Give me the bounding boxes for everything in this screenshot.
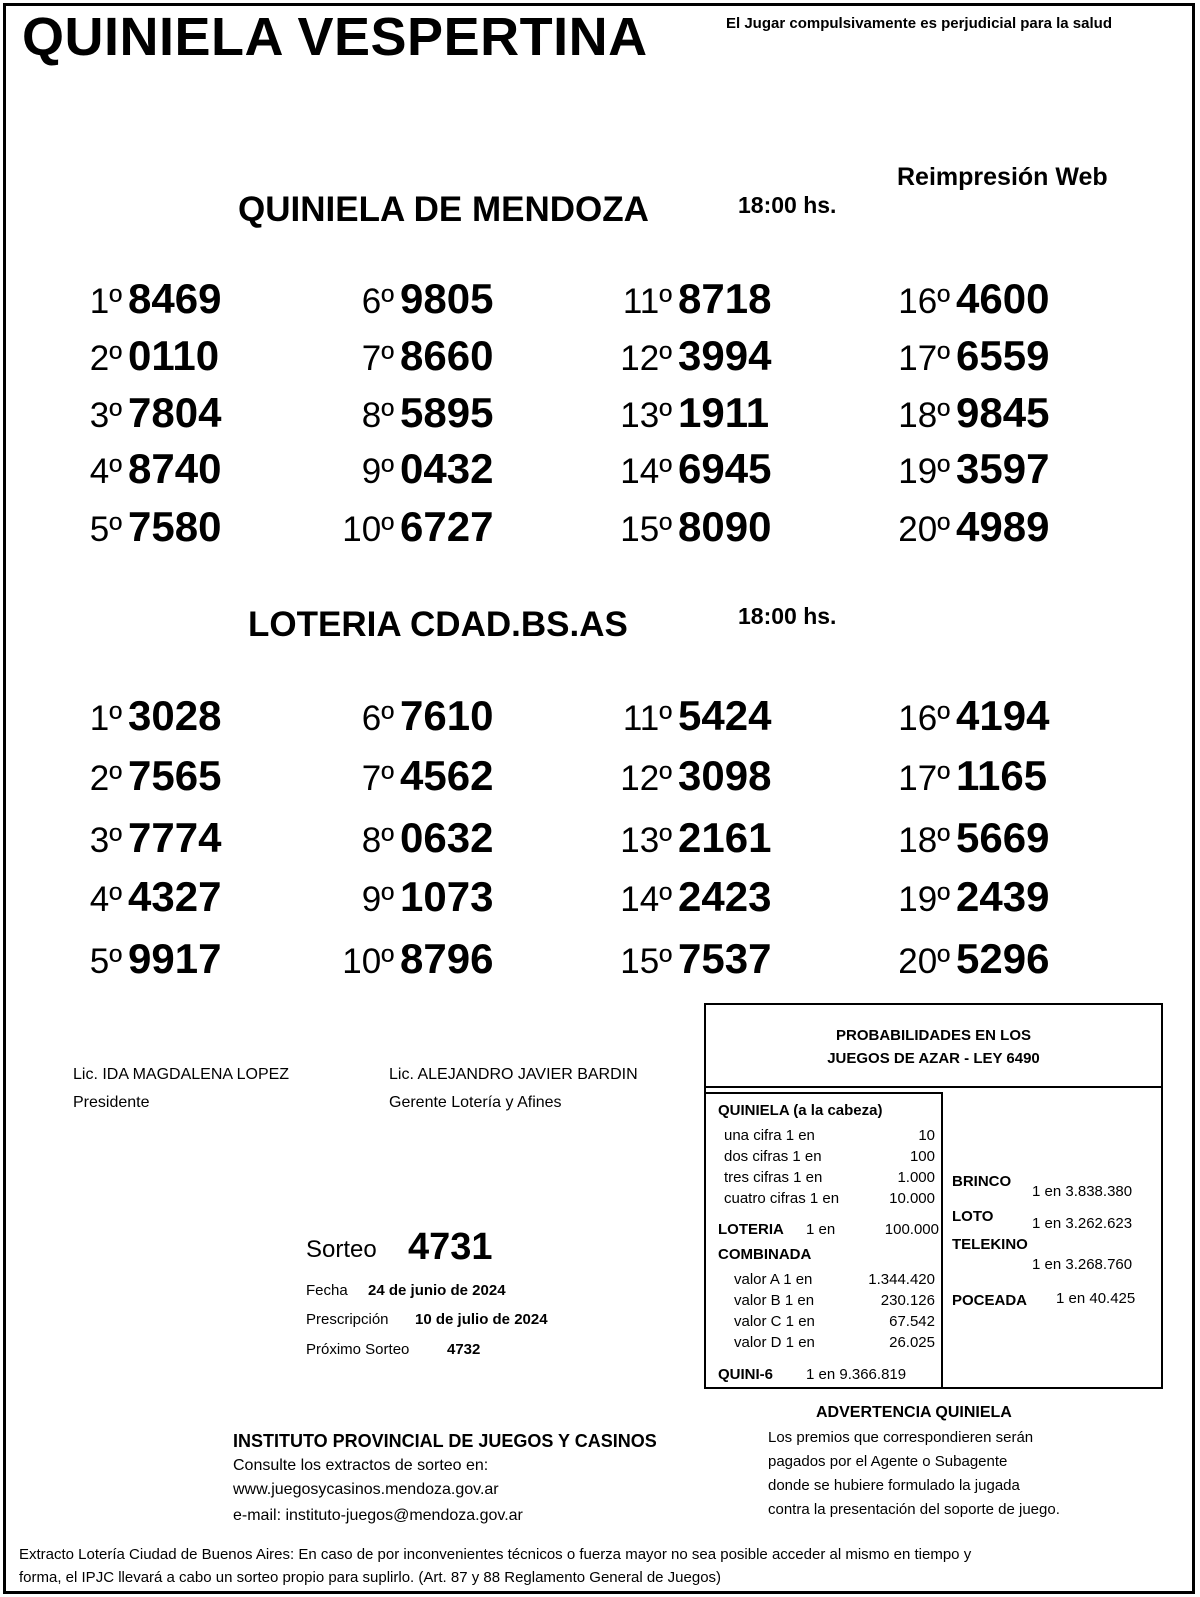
position-ordinal: 19º (898, 452, 950, 491)
loteria-result-9 (332, 873, 493, 921)
combinada-row-value: 230.126 (880, 1292, 935, 1309)
position-ordinal: 11º (622, 282, 672, 321)
president-role: Presidente (73, 1094, 150, 1111)
mendoza-result-3 (60, 389, 221, 437)
quini6-value: 1 en 9.366.819 (806, 1366, 907, 1383)
position-ordinal: 11º (622, 699, 672, 738)
loteria-result-5 (60, 935, 221, 983)
drawn-number: 9917 (128, 935, 222, 982)
loteria-prob-label: LOTERIA (718, 1221, 784, 1238)
position-ordinal: 17º (898, 759, 950, 798)
position-ordinal: 14º (620, 880, 672, 919)
drawn-number: 7580 (128, 503, 222, 550)
drawn-number: 0632 (400, 814, 494, 861)
combinada-row-label: valor B 1 en (734, 1292, 815, 1309)
mendoza-result-16 (888, 275, 1049, 323)
mendoza-result-4 (60, 445, 221, 493)
drawn-number: 7565 (128, 752, 222, 799)
loteria-result-13 (610, 814, 771, 862)
proximo-value: 4732 (447, 1341, 481, 1358)
position-ordinal: 6º (361, 699, 394, 738)
position-ordinal: 3º (89, 821, 122, 860)
position-ordinal: 2º (89, 759, 122, 798)
position-ordinal: 10º (342, 942, 394, 981)
quiniela-prob-heading: QUINIELA (a la cabeza) (718, 1102, 883, 1119)
advertencia-line: Los premios que correspondieren serán (768, 1429, 1034, 1446)
combinada-row-value: 1.344.420 (868, 1271, 935, 1288)
position-ordinal: 20º (898, 942, 950, 981)
drawn-number: 6945 (678, 445, 772, 492)
footer-line2: forma, el IPJC llevará a cabo un sorteo propio para suplirlo. (Art. 87 y 88 Reglamento General de Juegos) (19, 1569, 722, 1586)
drawn-number: 9845 (956, 389, 1050, 436)
loteria-result-3 (60, 814, 221, 862)
page-title: QUINIELA VESPERTINA (22, 7, 648, 67)
brinco-value: 1 en 3.838.380 (1032, 1183, 1133, 1200)
loteria-result-10 (332, 935, 493, 983)
institute-consult-line: Consulte los extractos de sorteo en: (233, 1457, 489, 1474)
loteria-result-6 (332, 692, 493, 740)
combinada-row-label: valor C 1 en (734, 1313, 815, 1330)
poceada-value: 1 en 40.425 (1056, 1290, 1136, 1307)
mendoza-result-19 (888, 445, 1049, 493)
drawn-number: 4989 (956, 503, 1050, 550)
drawn-number: 2161 (678, 814, 772, 861)
probabilities-title-line2: JUEGOS DE AZAR - LEY 6490 (827, 1050, 1040, 1067)
loteria-prob-value: 100.000 (884, 1221, 939, 1238)
loteria-result-1 (60, 692, 221, 740)
position-ordinal: 16º (898, 699, 950, 738)
mendoza-result-13 (610, 389, 769, 437)
loteria-result-19 (888, 873, 1049, 921)
quiniela-row-label: cuatro cifras 1 en (724, 1190, 840, 1207)
position-ordinal: 18º (898, 821, 950, 860)
drawn-number: 3994 (678, 332, 772, 379)
quiniela-row-label: una cifra 1 en (724, 1127, 815, 1144)
telekino-label: TELEKINO (952, 1236, 1028, 1253)
mendoza-result-8 (332, 389, 493, 437)
drawn-number: 8796 (400, 935, 494, 982)
mendoza-result-9 (332, 445, 493, 493)
advertencia-line: pagados por el Agente o Subagente (768, 1453, 1008, 1470)
president-name: Lic. IDA MAGDALENA LOPEZ (73, 1066, 290, 1083)
quiniela-row-value: 1.000 (897, 1169, 935, 1186)
position-ordinal: 4º (89, 880, 122, 919)
reprint-label: Reimpresión Web (897, 163, 1108, 191)
position-ordinal: 12º (620, 759, 672, 798)
loteria-result-15 (610, 935, 771, 983)
drawn-number: 7774 (128, 814, 222, 861)
drawn-number: 5669 (956, 814, 1050, 861)
position-ordinal: 15º (620, 510, 672, 549)
drawn-number: 7610 (400, 692, 494, 739)
drawn-number: 6559 (956, 332, 1050, 379)
mendoza-result-12 (610, 332, 771, 380)
mendoza-result-15 (610, 503, 771, 551)
telekino-value: 1 en 3.268.760 (1032, 1256, 1133, 1273)
position-ordinal: 1º (89, 282, 122, 321)
drawn-number: 1911 (678, 389, 770, 436)
mendoza-title: QUINIELA DE MENDOZA (238, 190, 649, 229)
institute-name: INSTITUTO PROVINCIAL DE JUEGOS Y CASINOS (233, 1431, 657, 1451)
drawn-number: 0110 (128, 332, 220, 379)
mendoza-result-1 (60, 275, 221, 323)
drawn-number: 8740 (128, 445, 222, 492)
sorteo-number: 4731 (408, 1226, 493, 1268)
drawn-number: 4562 (400, 752, 494, 799)
combinada-row-value: 67.542 (889, 1313, 935, 1330)
position-ordinal: 3º (89, 396, 122, 435)
loto-value: 1 en 3.262.623 (1032, 1215, 1133, 1232)
position-ordinal: 16º (898, 282, 950, 321)
position-ordinal: 6º (361, 282, 394, 321)
drawn-number: 5895 (400, 389, 494, 436)
position-ordinal: 7º (361, 759, 394, 798)
position-ordinal: 5º (89, 510, 122, 549)
drawn-number: 7804 (128, 389, 222, 436)
position-ordinal: 9º (361, 452, 394, 491)
position-ordinal: 10º (342, 510, 394, 549)
advertencia-line: contra la presentación del soporte de juego. (768, 1501, 1060, 1518)
mendoza-result-6 (332, 275, 493, 323)
drawn-number: 3098 (678, 752, 772, 799)
sorteo-label: Sorteo (306, 1236, 377, 1263)
drawn-number: 3597 (956, 445, 1050, 492)
proximo-label: Próximo Sorteo (306, 1341, 410, 1358)
loteria-title: LOTERIA CDAD.BS.AS (248, 605, 628, 644)
mendoza-result-17 (888, 332, 1049, 380)
combinada-row-value: 26.025 (889, 1334, 935, 1351)
combinada-prob-heading: COMBINADA (718, 1246, 812, 1263)
position-ordinal: 13º (620, 821, 672, 860)
drawn-number: 8718 (678, 275, 772, 322)
manager-role: Gerente Lotería y Afines (389, 1094, 562, 1111)
prescripcion-label: Prescripción (306, 1311, 389, 1328)
quiniela-row-label: tres cifras 1 en (724, 1169, 823, 1186)
drawn-number: 8660 (400, 332, 494, 379)
loteria-result-18 (888, 814, 1049, 862)
drawn-number: 2439 (956, 873, 1050, 920)
position-ordinal: 15º (620, 942, 672, 981)
position-ordinal: 17º (898, 339, 950, 378)
drawn-number: 8469 (128, 275, 222, 322)
position-ordinal: 19º (898, 880, 950, 919)
mendoza-result-20 (888, 503, 1049, 551)
position-ordinal: 7º (361, 339, 394, 378)
loto-label: LOTO (952, 1208, 994, 1225)
loteria-prob-en: 1 en (806, 1221, 836, 1238)
loteria-result-11 (610, 692, 771, 740)
fecha-label: Fecha (306, 1282, 348, 1299)
mendoza-result-2 (60, 332, 219, 380)
position-ordinal: 12º (620, 339, 672, 378)
position-ordinal: 8º (361, 396, 394, 435)
mendoza-result-5 (60, 503, 221, 551)
loteria-result-14 (610, 873, 771, 921)
position-ordinal: 18º (898, 396, 950, 435)
combinada-row-label: valor D 1 en (734, 1334, 815, 1351)
mendoza-result-14 (610, 445, 771, 493)
gambling-warning: El Jugar compulsivamente es perjudicial para la salud (726, 15, 1112, 32)
mendoza-result-11 (610, 275, 771, 323)
loteria-result-12 (610, 752, 771, 800)
quiniela-row-value: 100 (909, 1148, 935, 1165)
mendoza-result-7 (332, 332, 493, 380)
loteria-result-17 (888, 752, 1047, 800)
mendoza-result-10 (332, 503, 493, 551)
loteria-result-4 (60, 873, 221, 921)
prescripcion-value: 10 de julio de 2024 (415, 1311, 548, 1328)
position-ordinal: 13º (620, 396, 672, 435)
loteria-result-2 (60, 752, 221, 800)
drawn-number: 8090 (678, 503, 772, 550)
advertencia-line: donde se hubiere formulado la jugada (768, 1477, 1020, 1494)
position-ordinal: 4º (89, 452, 122, 491)
loteria-result-8 (332, 814, 493, 862)
brinco-label: BRINCO (952, 1173, 1012, 1190)
poceada-label: POCEADA (952, 1292, 1028, 1309)
drawn-number: 9805 (400, 275, 494, 322)
position-ordinal: 14º (620, 452, 672, 491)
loteria-result-7 (332, 752, 493, 800)
drawn-number: 4194 (956, 692, 1050, 739)
probabilities-title-line1: PROBABILIDADES EN LOS (835, 1027, 1031, 1044)
fecha-value: 24 de junio de 2024 (368, 1282, 506, 1299)
drawn-number: 2423 (678, 873, 772, 920)
loteria-result-16 (888, 692, 1049, 740)
mendoza-time: 18:00 hs. (738, 192, 837, 218)
position-ordinal: 2º (89, 339, 122, 378)
probabilities-header (706, 1005, 1161, 1088)
position-ordinal: 5º (89, 942, 122, 981)
combinada-row-label: valor A 1 en (734, 1271, 813, 1288)
loteria-result-20 (888, 935, 1049, 983)
institute-email[interactable]: e-mail: instituto-juegos@mendoza.gov.ar (233, 1507, 523, 1524)
loteria-time: 18:00 hs. (738, 603, 837, 629)
institute-website[interactable]: www.juegosycasinos.mendoza.gov.ar (233, 1481, 499, 1498)
probabilities-box (704, 1003, 1163, 1389)
position-ordinal: 9º (361, 880, 394, 919)
quiniela-row-value: 10 (918, 1127, 935, 1144)
position-ordinal: 8º (361, 821, 394, 860)
advertencia-title: ADVERTENCIA QUINIELA (816, 1404, 1012, 1421)
drawn-number: 3028 (128, 692, 222, 739)
drawn-number: 1073 (400, 873, 494, 920)
drawn-number: 0432 (400, 445, 494, 492)
drawn-number: 1165 (956, 752, 1048, 799)
drawn-number: 4600 (956, 275, 1050, 322)
quiniela-row-value: 10.000 (889, 1190, 935, 1207)
drawn-number: 5296 (956, 935, 1050, 982)
footer-line1: Extracto Lotería Ciudad de Buenos Aires: En caso de por inconvenientes técnicos o fuerza mayor no sea posible acceder al mismo en tiempo y (19, 1546, 972, 1563)
manager-name: Lic. ALEJANDRO JAVIER BARDIN (389, 1066, 638, 1083)
drawn-number: 4327 (128, 873, 222, 920)
position-ordinal: 20º (898, 510, 950, 549)
quini6-label: QUINI-6 (718, 1366, 774, 1383)
drawn-number: 5424 (678, 692, 772, 739)
drawn-number: 7537 (678, 935, 772, 982)
quiniela-row-label: dos cifras 1 en (724, 1148, 822, 1165)
drawn-number: 6727 (400, 503, 494, 550)
position-ordinal: 1º (89, 699, 122, 738)
mendoza-result-18 (888, 389, 1049, 437)
